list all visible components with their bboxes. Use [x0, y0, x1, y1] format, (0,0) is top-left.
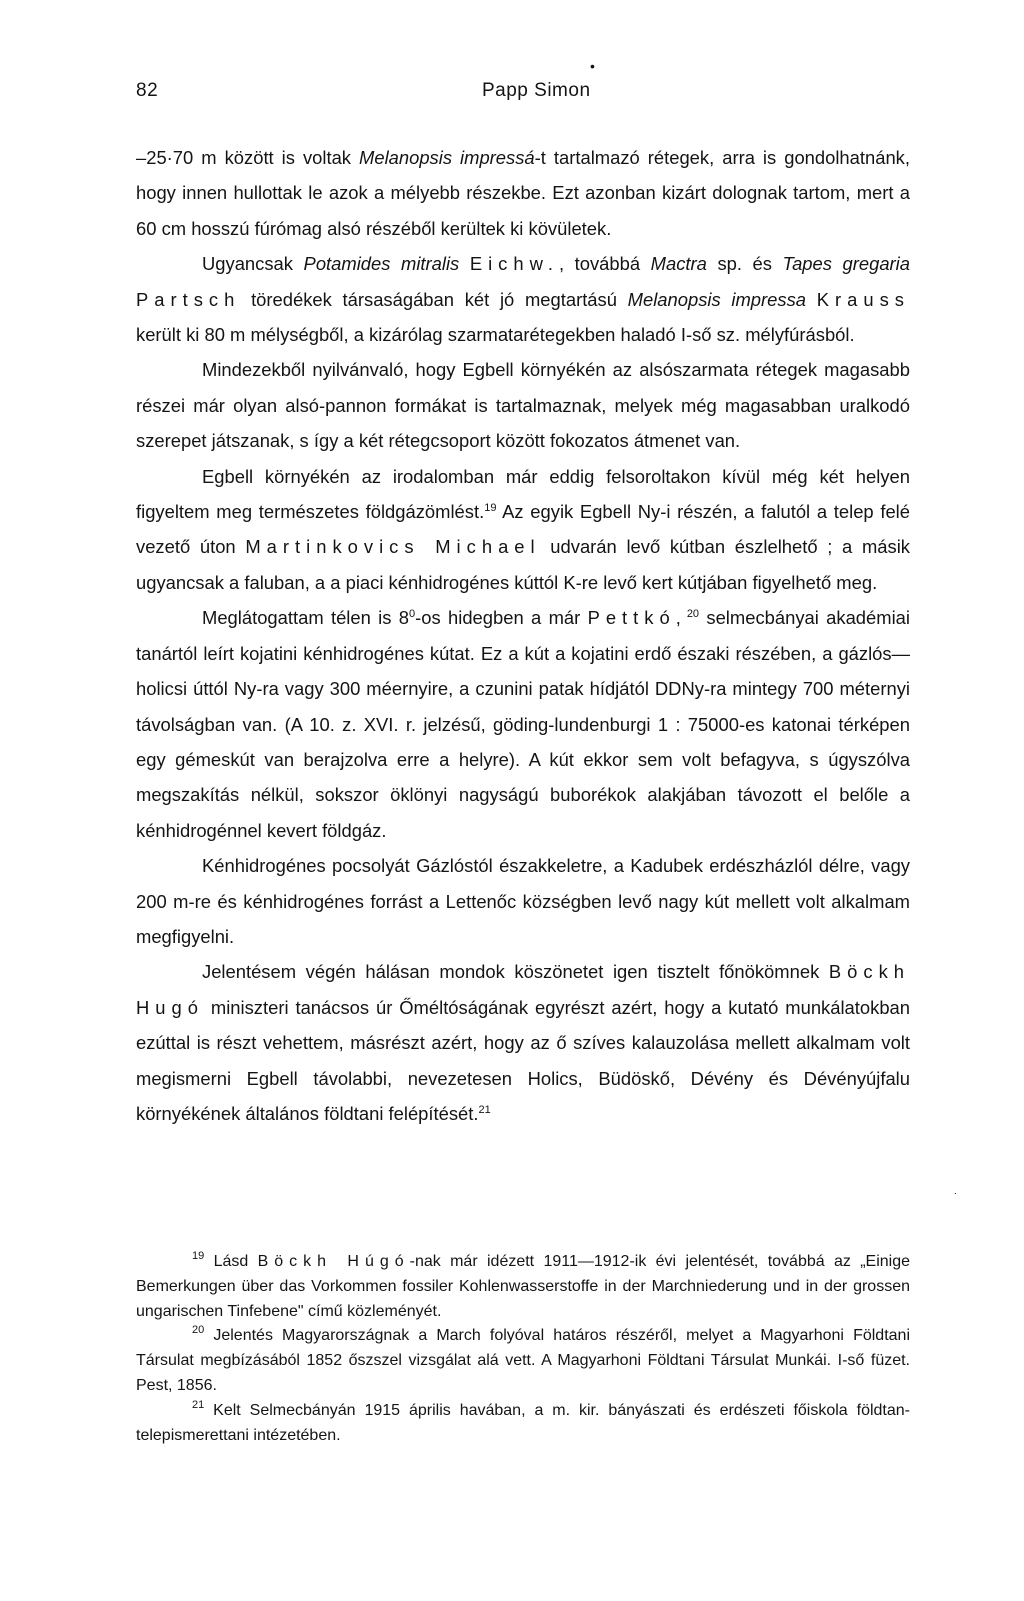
footnote-ref-20[interactable]: 20: [686, 608, 700, 621]
degree-mark: 0: [409, 608, 416, 621]
text-run: sp. és: [706, 253, 783, 275]
text-run: Jelentés Magyarországnak a March folyóval határos részéről, melyet a Magyarhoni Földtani Társulat megbízásából 1852 őszszel vizsgálat alá vett. A Magyarhoni Földtani Társulat Munkái. I-ső füzet. Pest, 1856.: [136, 1327, 910, 1394]
person-name: Martinkovics Michael: [245, 536, 541, 558]
footnote-ref-21[interactable]: 21: [478, 1103, 491, 1116]
footnote-number: 21: [192, 1398, 205, 1411]
species-name: Melanopsis impressá: [359, 147, 535, 168]
text-run: , továbbá: [558, 253, 651, 275]
author-name: Eichw.: [469, 253, 559, 275]
species-name: Potamides mitralis: [303, 253, 460, 275]
footnote-21: [136, 1399, 910, 1449]
paragraph-3: Mindezekből nyilvánvaló, hogy Egbell környékén az alsószarmata rétegek magasabb részei már olyan alsó-pannon formákat is tartalmaznak, melyek még magasabban uralkodó szerepet játszanak, s így a két rétegcsoport között fokozatos átmenet van.: [136, 359, 910, 452]
text-run: Az egyik Egbell Ny-i részén, a falutól a telep felé vezető úton: [136, 501, 910, 558]
text-run: -t tartalmazó rétegek, arra is gondolhatnánk, hogy innen hullottak le azok a mélyebb részekbe. Ezt azonban kizárt dolognak tartom, mert a 60 cm hosszú fúrómag alsó részéből kerültek ki kövületek.: [136, 147, 910, 239]
footnote-number: 19: [192, 1250, 205, 1262]
author-name: Pettkó,: [587, 607, 687, 629]
text-run: Lásd: [204, 1253, 258, 1270]
text-run: töredékek társaságában két jó megtartású: [240, 288, 628, 310]
text-run: udvarán levő kútban észlelhető ; a másik ugyancsak a faluban, a a piaci kénhidrogénes kúttól K-re levő kert kútjában figyelhető meg.: [136, 536, 910, 593]
text-run: Jelentésem végén hálásan mondok köszönetet igen tisztelt főnökömnek: [202, 961, 829, 983]
page-number: 82: [136, 80, 159, 101]
person-name: Böckh Húgó: [257, 1253, 410, 1270]
species-name: Melanopsis impressa: [627, 288, 807, 310]
paragraph-6: Kénhidrogénes pocsolyát Gázlóstól északkeletre, a Kadubek erdészházlól délre, vagy 200 m-re és kénhidrogénes forrást a Lettenőc községben levő nagy kút mellett volt alkalmam megfigyelni.: [136, 855, 910, 947]
person-name: Böckh Hugó: [136, 961, 910, 1018]
species-name: Tapes gregaria: [782, 253, 910, 275]
footnote-ref-19[interactable]: 19: [484, 502, 497, 515]
species-name: Mactra: [650, 253, 707, 275]
page-header: [136, 58, 910, 108]
separator-dot: .: [954, 1186, 957, 1197]
text-run: Egbell környékén az irodalomban már eddig felsoroltakon kívül még két helyen figyeltem meg természetes földgázömlést.: [136, 465, 910, 523]
author-name: Krauss: [816, 288, 910, 310]
footnote-20: [136, 1324, 910, 1398]
paragraph-5: [136, 600, 910, 848]
footnotes: [136, 1250, 910, 1448]
paragraph-2: [136, 246, 910, 352]
author-name: Partsch: [136, 288, 241, 310]
text-run: -os hidegben a már: [415, 607, 588, 629]
footnote-19: [136, 1250, 910, 1324]
text-run: Ugyancsak: [202, 253, 304, 275]
footnote-number: 20: [192, 1324, 205, 1337]
running-head: Papp Simon: [482, 80, 591, 101]
text-run: Kelt Selmecbányán 1915 április havában, a m. kir. bányászati és erdészeti főiskola földtan-telepismerettani intézetében.: [136, 1401, 910, 1444]
paragraph-1: [136, 140, 910, 246]
paragraph-7: [136, 954, 910, 1131]
header-dot: •: [590, 58, 596, 74]
paragraph-4: [136, 459, 910, 601]
text-run: selmecbányai akadémiai tanártól leírt kojatini kénhidrogénes kútat. Ez a kút a kojatini erdő északi részében, a gázlós—holicsi úttól Ny-ra vagy 300 méernyire, a czunini patak hídjától DDNy-ra mintegy 700 méternyi távolságban van. (A 10. z. XVI. r. jelzésű, göding-lundenburgi 1 : 75000-es katonai térképen egy gémeskút van berajzolva erre a helyre). A kút ekkor sem volt befagyva, s úgyszólva megszakítás nélkül, sokszor öklönyi nagyságú buborékok alakjában távozott el belőle a kénhidrogénnel kevert földgáz.: [136, 607, 910, 841]
text-run: –25·70 m között is voltak: [136, 147, 360, 168]
body-text: [136, 140, 910, 1131]
text-run: került ki 80 m mélységből, a kizárólag szarmatarétegekben haladó I-ső sz. mélyfúrásból.: [136, 324, 855, 346]
text-run: -nak már idézett 1911—1912-ik évi jelentését, továbbá az „Einige Bemerkungen über das Vorkommen fossiler Kohlenwasserstoffe in der Marchniederung und in der grossen ungarischen Tinfebene" című közleményét.: [136, 1253, 910, 1320]
text-run: miniszteri tanácsos úr Őméltóságának egyrészt azért, hogy a kutató munkálatokban ezúttal is részt vehettem, másrészt azért, hogy az ő szíves kalauzolása mellett alkalmam volt megismerni Egbell távolabbi, nevezetesen Holics, Büdöskő, Dévény és Dévényújfalu környékének általános földtani felépítését.: [136, 996, 910, 1124]
text-run: Meglátogattam télen is 8: [202, 607, 410, 629]
